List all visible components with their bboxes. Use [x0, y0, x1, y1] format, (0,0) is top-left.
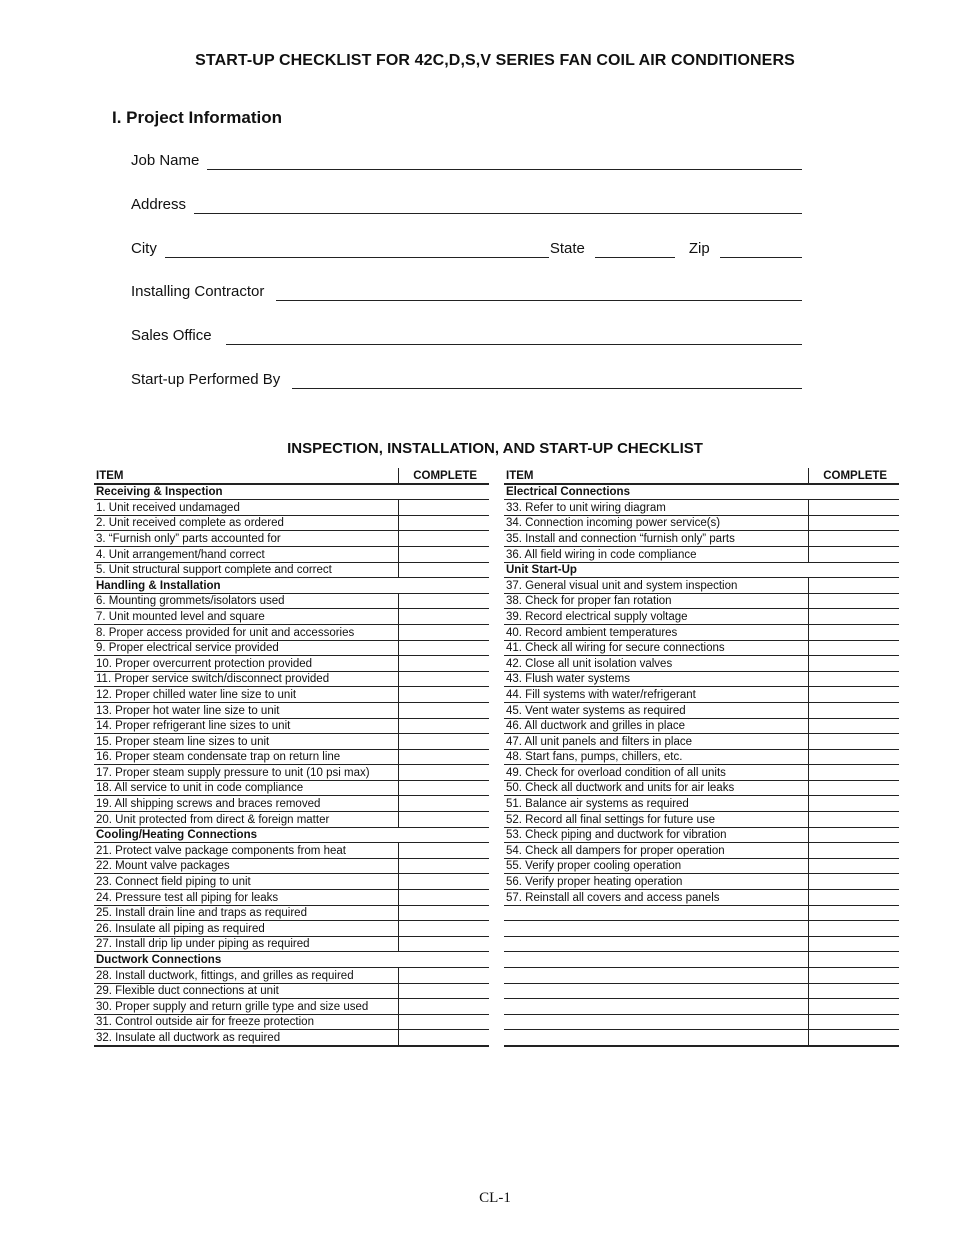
checklist-row: [504, 687, 899, 703]
checklist-row: [94, 780, 489, 796]
checklist-item-label: 30. Proper supply and return grille type and size used: [94, 999, 399, 1015]
checklist-item-label: 53. Check piping and ductwork for vibration: [504, 827, 809, 843]
complete-checkbox-cell[interactable]: [399, 562, 489, 578]
section-header-label: Handling & Installation: [94, 578, 399, 594]
checklist-item-label: 43. Flush water systems: [504, 671, 809, 687]
complete-checkbox-cell[interactable]: [809, 843, 899, 859]
checklist-item-label: [504, 936, 809, 952]
checklist-row: [504, 546, 899, 562]
checklist-section-header: [94, 578, 489, 594]
complete-checkbox-cell[interactable]: [399, 936, 489, 952]
complete-checkbox-cell[interactable]: [809, 827, 899, 843]
checklist-row: [94, 546, 489, 562]
complete-checkbox-cell[interactable]: [399, 593, 489, 609]
complete-checkbox-cell[interactable]: [809, 874, 899, 890]
checklist-item-label: [504, 983, 809, 999]
checklist-blank-row: [504, 921, 899, 937]
complete-checkbox-cell[interactable]: [399, 624, 489, 640]
checklist-item-label: 29. Flexible duct connections at unit: [94, 983, 399, 999]
checklist-section-header: [504, 562, 899, 578]
checklist-row: [94, 765, 489, 781]
checklist-row: [94, 671, 489, 687]
checklist-row: [504, 593, 899, 609]
checklist-blank-row: [504, 1030, 899, 1046]
complete-checkbox-cell[interactable]: [809, 531, 899, 547]
checklist-item-label: 50. Check all ductwork and units for air leaks: [504, 780, 809, 796]
checklist-item-label: 38. Check for proper fan rotation: [504, 593, 809, 609]
checklist-row: [504, 609, 899, 625]
checklist-item-label: 26. Insulate all piping as required: [94, 921, 399, 937]
checklist-row: [94, 999, 489, 1015]
checklist-item-label: 12. Proper chilled water line size to unit: [94, 687, 399, 703]
item-column-header: ITEM: [504, 468, 809, 484]
complete-checkbox-cell[interactable]: [809, 999, 899, 1015]
complete-checkbox-cell[interactable]: [399, 640, 489, 656]
complete-checkbox-cell[interactable]: [809, 734, 899, 750]
complete-checkbox-cell[interactable]: [809, 921, 899, 937]
checklist-item-label: 40. Record ambient temperatures: [504, 624, 809, 640]
checklist-section-header: [94, 484, 489, 500]
address-label: Address: [131, 196, 187, 213]
complete-checkbox-cell[interactable]: [399, 609, 489, 625]
checklist-row: [504, 780, 899, 796]
checklist-row: [504, 812, 899, 828]
complete-checkbox-cell[interactable]: [809, 905, 899, 921]
installing-contractor-field[interactable]: [131, 279, 802, 301]
startup-performed-by-line[interactable]: [292, 372, 802, 389]
checklist-row: [94, 640, 489, 656]
checklist-row: [94, 921, 489, 937]
checklist-row: [94, 983, 489, 999]
complete-checkbox-cell[interactable]: [809, 796, 899, 812]
checklist-item-label: 36. All field wiring in code compliance: [504, 546, 809, 562]
complete-checkbox-cell[interactable]: [399, 921, 489, 937]
complete-checkbox-cell[interactable]: [809, 749, 899, 765]
section-header-label: Receiving & Inspection: [94, 484, 399, 500]
section-header-label: Ductwork Connections: [94, 952, 399, 968]
checklist-item-label: 47. All unit panels and filters in place: [504, 734, 809, 750]
checklist-row: [94, 500, 489, 516]
complete-checkbox-cell[interactable]: [399, 812, 489, 828]
checklist-blank-row: [504, 936, 899, 952]
complete-checkbox-cell[interactable]: [399, 968, 489, 984]
checklist-item-label: [504, 952, 809, 968]
complete-checkbox-cell[interactable]: [809, 1030, 899, 1046]
checklist-row: [504, 531, 899, 547]
checklist-row: [504, 765, 899, 781]
installing-contractor-line[interactable]: [276, 284, 802, 301]
checklist-row: [504, 671, 899, 687]
complete-checkbox-cell: [809, 562, 899, 578]
complete-checkbox-cell[interactable]: [399, 546, 489, 562]
checklist-item-label: 3. “Furnish only” parts accounted for: [94, 531, 399, 547]
checklist-row: [94, 796, 489, 812]
complete-checkbox-cell[interactable]: [399, 656, 489, 672]
complete-checkbox-cell[interactable]: [399, 858, 489, 874]
checklist-item-label: 25. Install drain line and traps as required: [94, 905, 399, 921]
section-header-label: Electrical Connections: [504, 484, 809, 500]
complete-checkbox-cell: [399, 827, 489, 843]
checklist-item-label: 55. Verify proper cooling operation: [504, 858, 809, 874]
city-line[interactable]: [165, 241, 549, 258]
complete-checkbox-cell[interactable]: [809, 890, 899, 906]
checklist-row: [504, 796, 899, 812]
checklist-row: [94, 749, 489, 765]
complete-checkbox-cell[interactable]: [809, 500, 899, 516]
complete-checkbox-cell[interactable]: [399, 890, 489, 906]
complete-checkbox-cell[interactable]: [809, 640, 899, 656]
page-number: CL-1: [479, 1190, 511, 1206]
checklist-row: [504, 874, 899, 890]
checklist-blank-row: [504, 905, 899, 921]
complete-checkbox-cell[interactable]: [809, 780, 899, 796]
checklist-row: [94, 890, 489, 906]
checklist-row: [94, 874, 489, 890]
checklist-item-label: [504, 1030, 809, 1046]
checklist-row: [504, 843, 899, 859]
city-state-zip-row: [131, 236, 802, 258]
checklist-blank-row: [504, 968, 899, 984]
checklist-item-label: 42. Close all unit isolation valves: [504, 656, 809, 672]
checklist-item-label: 39. Record electrical supply voltage: [504, 609, 809, 625]
complete-checkbox-cell[interactable]: [399, 734, 489, 750]
checklist-section-header: [94, 827, 489, 843]
checklist-row: [504, 500, 899, 516]
complete-checkbox-cell: [399, 484, 489, 500]
complete-checkbox-cell[interactable]: [809, 702, 899, 718]
checklist-item-label: 27. Install drip lip under piping as required: [94, 936, 399, 952]
checklist-item-label: 37. General visual unit and system inspection: [504, 578, 809, 594]
sales-office-line[interactable]: [226, 328, 802, 345]
checklist-item-label: 18. All service to unit in code compliance: [94, 780, 399, 796]
complete-checkbox-cell[interactable]: [399, 531, 489, 547]
checklist-item-label: 45. Vent water systems as required: [504, 702, 809, 718]
checklist-item-label: 13. Proper hot water line size to unit: [94, 702, 399, 718]
checklist-item-label: 56. Verify proper heating operation: [504, 874, 809, 890]
section-header-label: Cooling/Heating Connections: [94, 827, 399, 843]
state-line[interactable]: [595, 241, 675, 258]
checklist-row: [94, 687, 489, 703]
checklist-row: [94, 858, 489, 874]
checklist-item-label: 54. Check all dampers for proper operation: [504, 843, 809, 859]
section-header-label: Unit Start-Up: [504, 562, 809, 578]
checklist-item-label: 8. Proper access provided for unit and accessories: [94, 624, 399, 640]
checklist-row: [94, 515, 489, 531]
complete-checkbox-cell[interactable]: [809, 578, 899, 594]
complete-checkbox-cell[interactable]: [399, 765, 489, 781]
complete-checkbox-cell[interactable]: [809, 687, 899, 703]
checklist-title: INSPECTION, INSTALLATION, AND START-UP CHECKLIST: [287, 440, 703, 457]
document-title: START-UP CHECKLIST FOR 42C,D,S,V SERIES FAN COIL AIR CONDITIONERS: [195, 52, 795, 69]
checklist-item-label: 4. Unit arrangement/hand correct: [94, 546, 399, 562]
startup-performed-by-field[interactable]: [131, 367, 802, 389]
checklist-row: [94, 905, 489, 921]
checklist-item-label: 33. Refer to unit wiring diagram: [504, 500, 809, 516]
checklist-row: [504, 718, 899, 734]
job-name-field[interactable]: [131, 148, 802, 170]
complete-checkbox-cell[interactable]: [399, 749, 489, 765]
city-label: City: [131, 240, 157, 257]
complete-checkbox-cell[interactable]: [399, 796, 489, 812]
checklist-table-left: [94, 468, 489, 1047]
checklist-row: [504, 749, 899, 765]
checklist-item-label: 15. Proper steam line sizes to unit: [94, 734, 399, 750]
checklist-item-label: 31. Control outside air for freeze protection: [94, 1014, 399, 1030]
complete-checkbox-cell: [399, 578, 489, 594]
complete-checkbox-cell[interactable]: [399, 515, 489, 531]
checklist-item-label: 14. Proper refrigerant line sizes to unit: [94, 718, 399, 734]
checklist-row: [504, 890, 899, 906]
complete-checkbox-cell[interactable]: [809, 718, 899, 734]
checklist-item-label: 9. Proper electrical service provided: [94, 640, 399, 656]
checklist-item-label: 20. Unit protected from direct & foreign matter: [94, 812, 399, 828]
checklist-item-label: [504, 1014, 809, 1030]
complete-checkbox-cell[interactable]: [399, 671, 489, 687]
checklist-table-right: [504, 468, 899, 1047]
complete-checkbox-cell[interactable]: [399, 1014, 489, 1030]
checklist-item-label: 57. Reinstall all covers and access panels: [504, 890, 809, 906]
project-information-heading: I. Project Information: [112, 108, 283, 127]
complete-checkbox-cell[interactable]: [809, 936, 899, 952]
checklist-item-label: [504, 968, 809, 984]
zip-line[interactable]: [720, 241, 802, 258]
complete-checkbox-cell: [809, 484, 899, 500]
complete-checkbox-cell[interactable]: [399, 874, 489, 890]
complete-checkbox-cell[interactable]: [809, 968, 899, 984]
complete-checkbox-cell[interactable]: [809, 858, 899, 874]
checklist-row: [94, 1030, 489, 1046]
checklist-row: [94, 609, 489, 625]
checklist-row: [94, 562, 489, 578]
checklist-row: [94, 718, 489, 734]
checklist-row: [94, 702, 489, 718]
complete-checkbox-cell[interactable]: [809, 952, 899, 968]
complete-checkbox-cell[interactable]: [399, 780, 489, 796]
complete-checkbox-cell[interactable]: [809, 812, 899, 828]
complete-checkbox-cell[interactable]: [399, 687, 489, 703]
complete-checkbox-cell[interactable]: [399, 999, 489, 1015]
checklist-row: [94, 593, 489, 609]
complete-checkbox-cell[interactable]: [809, 656, 899, 672]
checklist-item-label: 46. All ductwork and grilles in place: [504, 718, 809, 734]
checklist-item-label: 7. Unit mounted level and square: [94, 609, 399, 625]
checklist-row: [94, 1014, 489, 1030]
checklist-item-label: 32. Insulate all ductwork as required: [94, 1030, 399, 1046]
checklist-item-label: 49. Check for overload condition of all units: [504, 765, 809, 781]
checklist-item-label: 2. Unit received complete as ordered: [94, 515, 399, 531]
state-label: State: [549, 240, 585, 257]
checklist-item-label: 51. Balance air systems as required: [504, 796, 809, 812]
complete-checkbox-cell[interactable]: [809, 515, 899, 531]
checklist-row: [94, 531, 489, 547]
checklist-row: [94, 734, 489, 750]
checklist-item-label: 34. Connection incoming power service(s): [504, 515, 809, 531]
complete-checkbox-cell[interactable]: [809, 671, 899, 687]
checklist-item-label: 17. Proper steam supply pressure to unit (10 psi max): [94, 765, 399, 781]
complete-checkbox-cell[interactable]: [399, 905, 489, 921]
checklist-item-label: 5. Unit structural support complete and correct: [94, 562, 399, 578]
complete-checkbox-cell: [399, 952, 489, 968]
complete-checkbox-cell[interactable]: [399, 718, 489, 734]
startup-performed-by-label: Start-up Performed By: [131, 371, 281, 388]
checklist-item-label: 1. Unit received undamaged: [94, 500, 399, 516]
checklist-item-label: 19. All shipping screws and braces removed: [94, 796, 399, 812]
zip-label: Zip: [688, 240, 710, 257]
installing-contractor-label: Installing Contractor: [131, 283, 265, 300]
checklist-item-label: 48. Start fans, pumps, chillers, etc.: [504, 749, 809, 765]
complete-column-header: COMPLETE: [399, 468, 489, 484]
checklist-row: [94, 843, 489, 859]
complete-checkbox-cell[interactable]: [809, 983, 899, 999]
checklist-item-label: [504, 905, 809, 921]
complete-checkbox-cell[interactable]: [809, 546, 899, 562]
complete-checkbox-cell[interactable]: [809, 1014, 899, 1030]
checklist-row: [504, 515, 899, 531]
checklist-blank-row: [504, 999, 899, 1015]
complete-checkbox-cell[interactable]: [399, 843, 489, 859]
complete-checkbox-cell[interactable]: [399, 1030, 489, 1046]
item-column-header: ITEM: [94, 468, 399, 484]
checklist-item-label: 28. Install ductwork, fittings, and grilles as required: [94, 968, 399, 984]
complete-checkbox-cell[interactable]: [809, 624, 899, 640]
checklist-row: [504, 858, 899, 874]
checklist-blank-row: [504, 952, 899, 968]
complete-checkbox-cell[interactable]: [399, 702, 489, 718]
checklist-item-label: 6. Mounting grommets/isolators used: [94, 593, 399, 609]
checklist-item-label: 24. Pressure test all piping for leaks: [94, 890, 399, 906]
checklist-item-label: 21. Protect valve package components from heat: [94, 843, 399, 859]
checklist-row: [94, 968, 489, 984]
checklist-item-label: 35. Install and connection “furnish only” parts: [504, 531, 809, 547]
checklist-item-label: 44. Fill systems with water/refrigerant: [504, 687, 809, 703]
checklist-blank-row: [504, 983, 899, 999]
address-field[interactable]: [131, 192, 802, 214]
checklist-item-label: 52. Record all final settings for future use: [504, 812, 809, 828]
checklist-section-header: [94, 952, 489, 968]
checklist-section-header: [504, 484, 899, 500]
address-line[interactable]: [194, 197, 802, 214]
complete-checkbox-cell[interactable]: [809, 765, 899, 781]
checklist-row: [504, 624, 899, 640]
checklist-item-label: 10. Proper overcurrent protection provided: [94, 656, 399, 672]
job-name-line[interactable]: [207, 153, 802, 170]
sales-office-field[interactable]: [131, 323, 802, 345]
job-name-label: Job Name: [131, 152, 200, 169]
checklist-row: [504, 734, 899, 750]
checklist-item-label: 23. Connect field piping to unit: [94, 874, 399, 890]
checklist-row: [504, 702, 899, 718]
checklist-row: [504, 640, 899, 656]
checklist-blank-row: [504, 1014, 899, 1030]
checklist-row: [94, 812, 489, 828]
checklist-item-label: 11. Proper service switch/disconnect provided: [94, 671, 399, 687]
sales-office-label: Sales Office: [131, 327, 212, 344]
complete-checkbox-cell[interactable]: [399, 500, 489, 516]
complete-checkbox-cell[interactable]: [809, 609, 899, 625]
checklist-row: [504, 578, 899, 594]
checklist-row: [94, 936, 489, 952]
checklist-row: [504, 656, 899, 672]
checklist-item-label: [504, 999, 809, 1015]
complete-checkbox-cell[interactable]: [809, 593, 899, 609]
checklist-item-label: 22. Mount valve packages: [94, 858, 399, 874]
checklist-row: [504, 827, 899, 843]
complete-checkbox-cell[interactable]: [399, 983, 489, 999]
checklist-item-label: [504, 921, 809, 937]
checklist-row: [94, 624, 489, 640]
checklist-row: [94, 656, 489, 672]
complete-column-header: COMPLETE: [809, 468, 899, 484]
checklist-item-label: 16. Proper steam condensate trap on return line: [94, 749, 399, 765]
checklist-item-label: 41. Check all wiring for secure connections: [504, 640, 809, 656]
